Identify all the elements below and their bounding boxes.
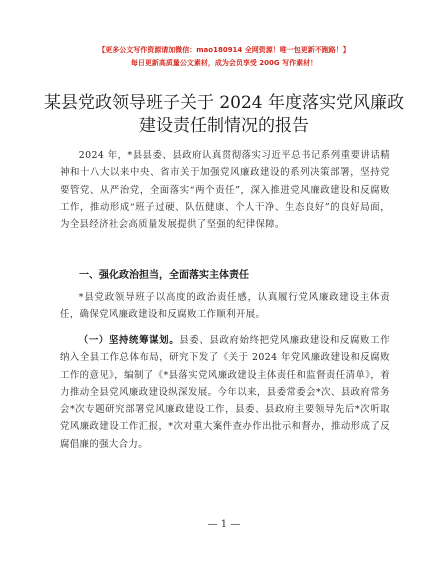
intro-paragraph: 2024 年，*县县委、县政府认真贯彻落实习近平总书记系列重要讲话精神和十八大以来中央、省市关于加强党风廉政建设的系列决策部署，坚持党要管党、从严治党，全面落实“两个责任”，深入推进党风廉政建设和反腐败工作，推动形成“班子过硬、队伍健康、个人干净、生态良好”的良好局面，为全县经济社会高质量发展提供了坚强的纪律保障。 xyxy=(60,150,390,231)
subsection-1-paragraph xyxy=(60,332,390,453)
promo-banner-line-2: 每日更新高质量公文素材，成为会员享受 200G 写作素材！ xyxy=(130,59,318,67)
subsection-1-text: 县委、县政府始终把党风廉政建设和反腐败工作纳入全县工作总体布局，研究下发了《关于 2024 年党风廉政建设和反腐败工作的意见》，编制了《*县落实党风廉政建设主体责任和监督责任清单》，着力推动全县党风廉政建设纵深发展。今年以来，县委常委会*次、县政府常务会*次专题研究部署党风廉政建设工作，县委、县政府主要领导先后*次听取党风廉政建设工作汇报，*次对重大案件查办作出批示和督办，推动形成了反腐倡廉的强大合力。 xyxy=(60,335,390,450)
section-1-intro-paragraph: *县党政领导班子以高度的政治责任感，认真履行党风廉政建设主体责任，确保党风廉政建设和反腐败工作顺利开展。 xyxy=(60,292,390,321)
page-number: — 1 — xyxy=(207,519,241,530)
subsection-1-heading: （一）坚持统筹谋划。 xyxy=(78,335,180,346)
section-1-heading: 一、强化政治担当，全面落实主体责任 xyxy=(79,270,249,281)
document-title: 某县党政领导班子关于 2024 年度落实党风廉政建设责任制情况的报告 xyxy=(43,93,405,136)
promo-banner-line-1: 【更多公文写作资源请加微信：mao180914 全网资源！唯一包更新不跑路！】 xyxy=(98,46,350,54)
